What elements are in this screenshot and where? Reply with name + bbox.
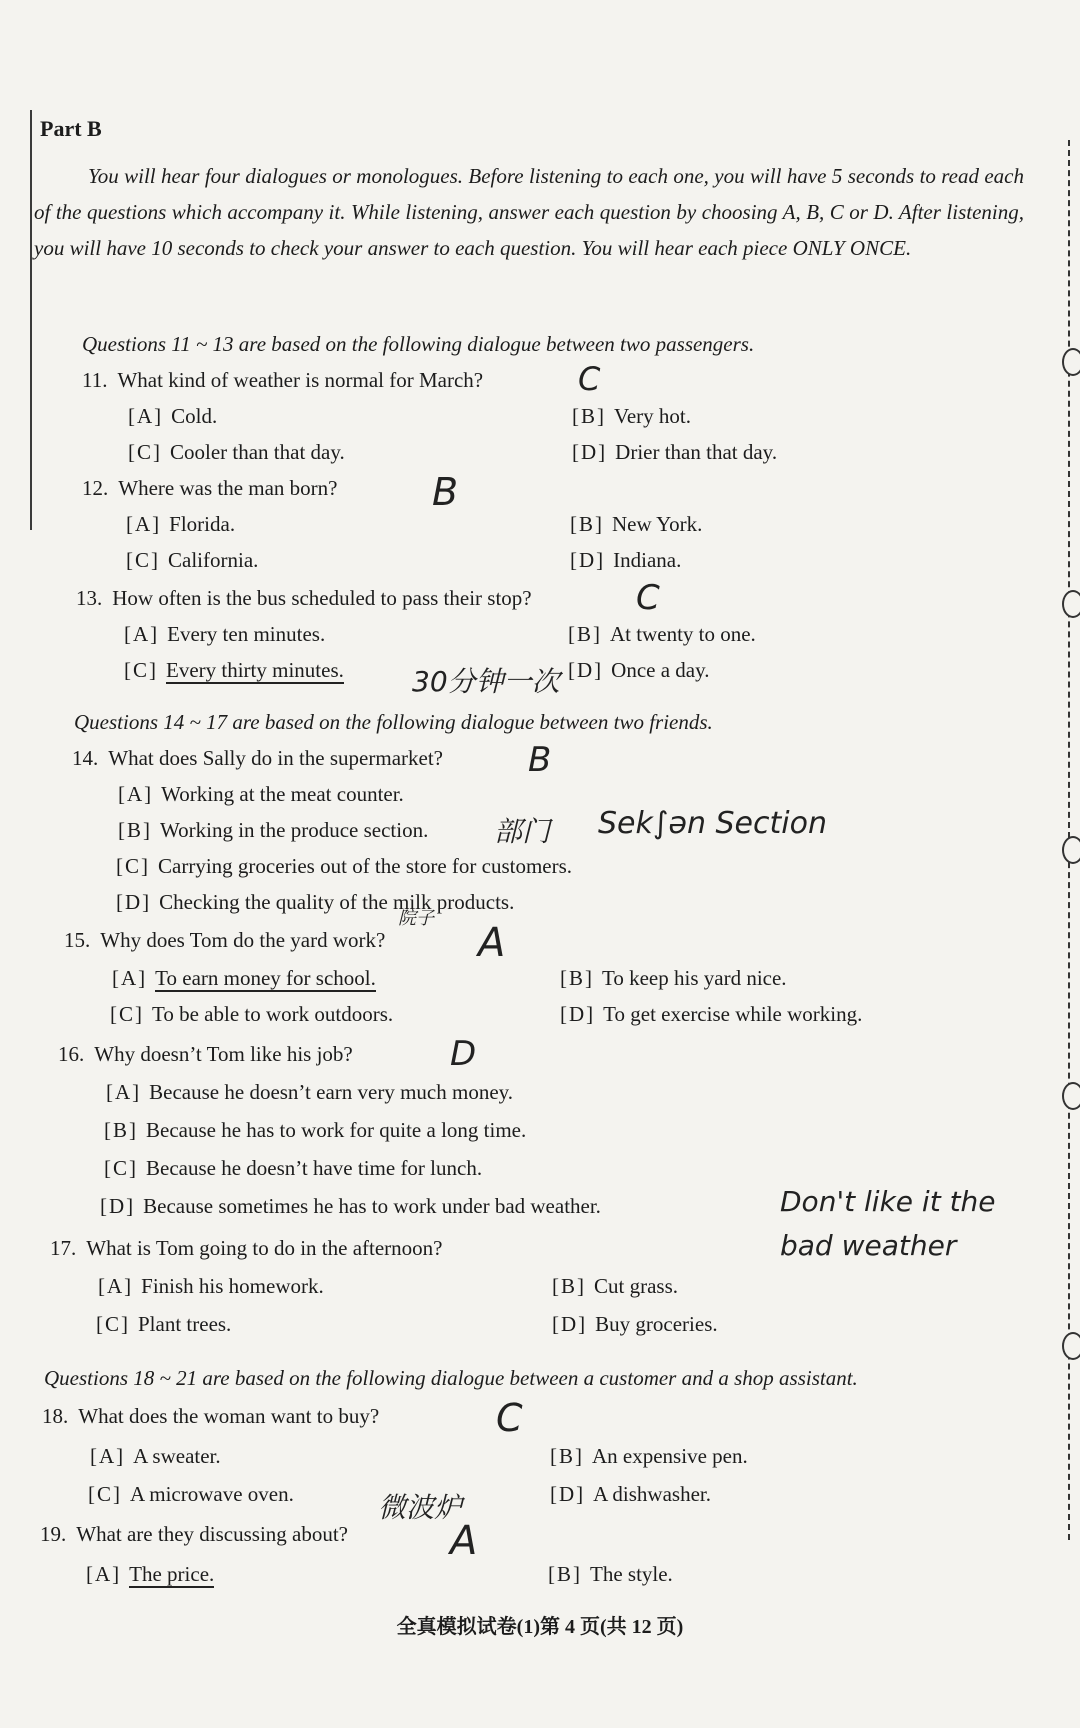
option-tag: [A] xyxy=(118,782,154,806)
option-tag: [B] xyxy=(552,1274,586,1298)
option xyxy=(128,404,217,429)
question-15 xyxy=(64,928,385,953)
handwritten-note-18: 微波炉 xyxy=(378,1491,463,1524)
option-tag: [A] xyxy=(112,966,148,990)
option-text: Finish his homework. xyxy=(141,1274,324,1298)
part-instructions: You will hear four dialogues or monologues. Before listening to each one, you will have 5 seconds to read each of the questions which accompany it. While listening, answer each question by choosing A, B, C or D. After listening, you will have 10 seconds to check your answer to each question. You will hear each piece ONLY ONCE. xyxy=(34,164,1024,260)
option-text: The style. xyxy=(590,1562,673,1586)
question-text: What is Tom going to do in the afternoon? xyxy=(86,1236,443,1260)
question-number: 12. xyxy=(82,476,109,500)
option-text: A microwave oven. xyxy=(130,1482,294,1506)
option-tag: [A] xyxy=(126,512,162,536)
option-text: To be able to work outdoors. xyxy=(152,1002,394,1026)
option-tag: [A] xyxy=(124,622,160,646)
option-tag: [B] xyxy=(570,512,604,536)
handwritten-answer-18: C xyxy=(496,1396,523,1440)
option-text: Florida. xyxy=(169,512,236,536)
option-text: Cold. xyxy=(171,404,218,428)
option xyxy=(560,1002,862,1027)
option-tag: [A] xyxy=(86,1562,122,1586)
option-text: Every ten minutes. xyxy=(167,622,326,646)
question-number: 18. xyxy=(42,1404,69,1428)
option xyxy=(126,512,235,537)
handwritten-note-14b: Sek∫ən Section xyxy=(598,806,827,841)
question-text: Where was the man born? xyxy=(118,476,338,500)
question-19 xyxy=(40,1522,348,1547)
option-tag: [A] xyxy=(98,1274,134,1298)
option-text: Checking the quality of the milk products. xyxy=(159,890,515,914)
option xyxy=(100,1194,601,1219)
option xyxy=(116,890,514,915)
option-text: New York. xyxy=(612,512,703,536)
handwritten-answer-19: A xyxy=(450,1518,478,1564)
margin-rule xyxy=(30,110,32,530)
option xyxy=(550,1482,711,1507)
option-text: Because he has to work for quite a long time. xyxy=(146,1118,527,1142)
option xyxy=(110,1002,393,1027)
question-11 xyxy=(82,368,483,393)
option-text: Buy groceries. xyxy=(595,1312,718,1336)
option-text: At twenty to one. xyxy=(610,622,756,646)
handwritten-note-13: 30分钟一次 xyxy=(412,665,560,698)
page-footer: 全真模拟试卷(1)第 4 页(共 12 页) xyxy=(396,1616,684,1638)
handwritten-answer-15: A xyxy=(478,920,506,966)
option-tag: [A] xyxy=(90,1444,126,1468)
option xyxy=(552,1274,678,1299)
question-text: How often is the bus scheduled to pass their stop? xyxy=(112,586,532,610)
option xyxy=(96,1312,231,1337)
question-number: 15. xyxy=(64,928,91,952)
option-tag: [B] xyxy=(560,966,594,990)
option xyxy=(118,782,404,807)
option-tag: [D] xyxy=(552,1312,588,1336)
option-text: Because he doesn’t earn very much money. xyxy=(149,1080,514,1104)
option xyxy=(128,440,345,465)
option xyxy=(568,622,756,647)
part-title: Part B xyxy=(40,116,102,141)
option-tag: [D] xyxy=(100,1194,136,1218)
option-text: A sweater. xyxy=(133,1444,221,1468)
binder-hole xyxy=(1062,836,1080,864)
option xyxy=(104,1118,526,1143)
option-tag: [B] xyxy=(568,622,602,646)
question-text: Why doesn’t Tom like his job? xyxy=(94,1042,353,1066)
handwritten-note-14a: 部门 xyxy=(494,815,551,848)
question-16 xyxy=(58,1042,353,1067)
option-text: Plant trees. xyxy=(138,1312,232,1336)
handwritten-note-16: Don't like it the bad weather xyxy=(780,1185,996,1262)
option-tag: [C] xyxy=(116,854,150,878)
handwritten-answer-13: C xyxy=(636,578,660,618)
option-tag: [C] xyxy=(88,1482,122,1506)
option-tag: [D] xyxy=(572,440,608,464)
option-tag: [C] xyxy=(96,1312,130,1336)
option-text: The price. xyxy=(129,1562,215,1586)
handwritten-note-15: 院子 xyxy=(398,908,434,929)
question-text: Why does Tom do the yard work? xyxy=(100,928,386,952)
binder-hole xyxy=(1062,348,1080,376)
option-text: Cooler than that day. xyxy=(170,440,345,464)
option-tag: [B] xyxy=(118,818,152,842)
handwritten-answer-12: B xyxy=(432,470,459,514)
question-number: 17. xyxy=(50,1236,77,1260)
binder-hole xyxy=(1062,590,1080,618)
option-tag: [D] xyxy=(550,1482,586,1506)
option xyxy=(86,1562,214,1587)
option xyxy=(116,854,572,879)
question-text: What kind of weather is normal for March? xyxy=(117,368,484,392)
option-tag: [A] xyxy=(128,404,164,428)
option-tag: [B] xyxy=(548,1562,582,1586)
option-text: Working at the meat counter. xyxy=(161,782,404,806)
option-text: Drier than that day. xyxy=(615,440,778,464)
option xyxy=(98,1274,324,1299)
option-text: To keep his yard nice. xyxy=(602,966,787,990)
option-tag: [C] xyxy=(128,440,162,464)
question-14 xyxy=(72,746,443,771)
group-intro: Questions 11 ~ 13 are based on the following dialogue between two passengers. xyxy=(82,332,755,356)
question-text: What are they discussing about? xyxy=(76,1522,348,1546)
option xyxy=(124,658,344,683)
question-number: 11. xyxy=(82,368,108,392)
option xyxy=(112,966,376,991)
option xyxy=(548,1562,673,1587)
option-text: Once a day. xyxy=(611,658,710,682)
option xyxy=(118,818,428,843)
option-tag: [D] xyxy=(568,658,604,682)
question-13 xyxy=(76,586,532,611)
option-tag: [D] xyxy=(570,548,606,572)
option-text: A dishwasher. xyxy=(593,1482,711,1506)
option-text: California. xyxy=(168,548,259,572)
option-text: Working in the produce section. xyxy=(160,818,429,842)
option xyxy=(104,1156,482,1181)
question-18 xyxy=(42,1404,379,1429)
option-tag: [B] xyxy=(572,404,606,428)
option xyxy=(570,548,681,573)
option xyxy=(560,966,787,991)
option xyxy=(106,1080,513,1105)
option-text: Carrying groceries out of the store for customers. xyxy=(158,854,573,878)
option xyxy=(570,512,702,537)
handwritten-answer-14: B xyxy=(528,740,552,780)
option-text: Because sometimes he has to work under bad weather. xyxy=(143,1194,601,1218)
option-tag: [D] xyxy=(116,890,152,914)
option xyxy=(550,1444,748,1469)
question-number: 14. xyxy=(72,746,99,770)
group-intro: Questions 14 ~ 17 are based on the following dialogue between two friends. xyxy=(74,710,713,734)
handwritten-answer-16: D xyxy=(450,1034,477,1074)
option xyxy=(126,548,258,573)
group-intro: Questions 18 ~ 21 are based on the following dialogue between a customer and a shop assistant. xyxy=(44,1366,858,1390)
question-number: 16. xyxy=(58,1042,85,1066)
option-text: Every thirty minutes. xyxy=(166,658,344,682)
question-text: What does the woman want to buy? xyxy=(78,1404,380,1428)
option xyxy=(124,622,325,647)
option-text: To get exercise while working. xyxy=(603,1002,863,1026)
option-tag: [B] xyxy=(104,1118,138,1142)
option-text: An expensive pen. xyxy=(592,1444,748,1468)
question-number: 19. xyxy=(40,1522,67,1546)
option-text: To earn money for school. xyxy=(155,966,376,990)
handwritten-answer-11: C xyxy=(578,360,601,398)
option-text: Indiana. xyxy=(613,548,682,572)
question-12 xyxy=(82,476,338,501)
option-tag: [C] xyxy=(104,1156,138,1180)
option-tag: [A] xyxy=(106,1080,142,1104)
option xyxy=(90,1444,221,1469)
option xyxy=(572,404,691,429)
binder-hole xyxy=(1062,1332,1080,1360)
option xyxy=(568,658,710,683)
option-text: Because he doesn’t have time for lunch. xyxy=(146,1156,483,1180)
question-number: 13. xyxy=(76,586,103,610)
option-tag: [C] xyxy=(110,1002,144,1026)
option-tag: [B] xyxy=(550,1444,584,1468)
option-text: Cut grass. xyxy=(594,1274,678,1298)
question-17 xyxy=(50,1236,443,1261)
question-text: What does Sally do in the supermarket? xyxy=(108,746,443,770)
option xyxy=(88,1482,294,1507)
option xyxy=(552,1312,718,1337)
option-tag: [C] xyxy=(124,658,158,682)
option-tag: [D] xyxy=(560,1002,596,1026)
option-text: Very hot. xyxy=(614,404,691,428)
option xyxy=(572,440,777,465)
option-tag: [C] xyxy=(126,548,160,572)
binder-hole xyxy=(1062,1082,1080,1110)
